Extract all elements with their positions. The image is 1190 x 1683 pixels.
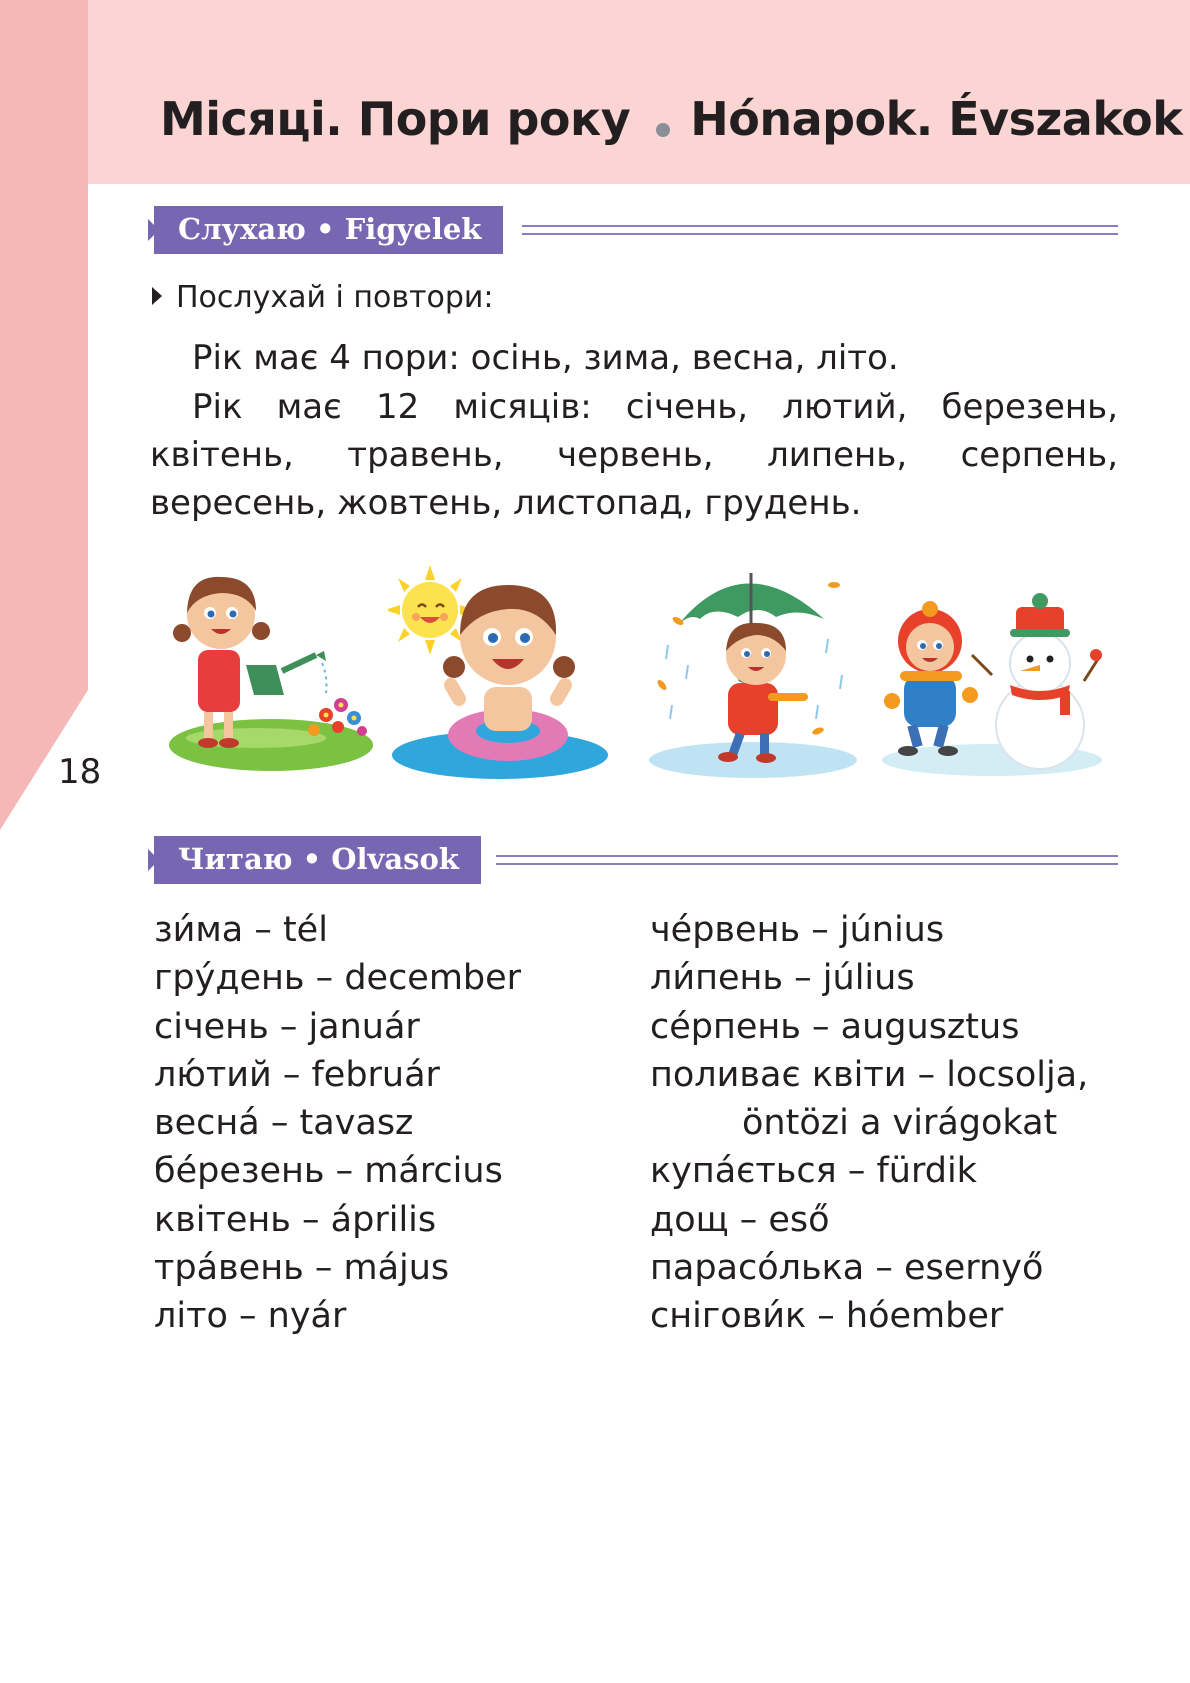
section-double-rule <box>522 225 1118 235</box>
vocab-item: тра́вень – május <box>154 1248 450 1289</box>
instruction <box>152 280 494 315</box>
vocab-item: снігови́к – hóember <box>650 1296 1004 1337</box>
listen-section-label: Слухаю • Figyelek <box>154 206 503 254</box>
vocab-item: гру́день – december <box>154 958 522 999</box>
section-arrow-icon <box>148 219 159 241</box>
read-section-label: Читаю • Olvasok <box>154 836 481 884</box>
months-paragraph: Рік має 12 місяців: січень, лютий, березень, квітень, травень, червень, липень, серпень, вересень, жовтень, листопад, грудень. <box>150 387 1118 523</box>
left-page-tab <box>0 0 88 830</box>
page-number: 18 <box>58 752 102 792</box>
listen-section-header <box>154 206 1118 254</box>
vocab-item: літо – nyár <box>154 1296 347 1337</box>
vocab-item: зи́ма – tél <box>154 910 328 950</box>
instruction-text: Послухай і повтори: <box>176 280 494 315</box>
vocab-item: січень – január <box>154 1006 420 1047</box>
section-arrow-icon <box>148 849 159 871</box>
vocab-item-continuation: öntözi a virágokat <box>742 1103 1058 1144</box>
girl-with-umbrella-autumn-icon <box>648 555 858 785</box>
vocab-item: поливає квіти – locsolja, <box>650 1054 1089 1095</box>
girl-watering-flowers-spring-icon <box>166 555 381 785</box>
vocab-item: парасо́лька – esernyő <box>650 1248 1044 1289</box>
read-section-header <box>154 836 1118 884</box>
vocab-item: купа́ється – fürdik <box>650 1151 977 1192</box>
vocab-item: лю́тий – február <box>154 1054 440 1095</box>
seasons-paragraph: Рік має 4 пори: осінь, зима, весна, літо. <box>192 338 899 378</box>
sun-and-girl-swimming-summer-icon <box>388 555 610 785</box>
vocab-item: квітень – április <box>154 1199 437 1240</box>
vocab-item: се́рпень – augusztus <box>650 1006 1020 1047</box>
title-separator-dot <box>656 123 670 137</box>
vocabulary-list-right <box>650 906 1088 1341</box>
vocab-item: ли́пень – július <box>650 958 915 999</box>
vocab-item: весна́ – tavasz <box>154 1103 414 1144</box>
title-hungarian: Hónapok. Évszakok <box>690 92 1183 146</box>
vocab-item: бе́резень – március <box>154 1151 503 1192</box>
page-title <box>160 92 1182 146</box>
vocab-item: дощ – eső <box>650 1199 830 1240</box>
vocabulary-list-left <box>154 906 521 1341</box>
section-double-rule <box>496 855 1118 865</box>
girl-and-snowman-winter-icon <box>880 555 1104 785</box>
title-ukrainian: Місяці. Пори року <box>160 92 631 146</box>
bullet-triangle-icon <box>152 287 162 305</box>
vocab-item: че́рвень – június <box>650 910 945 950</box>
